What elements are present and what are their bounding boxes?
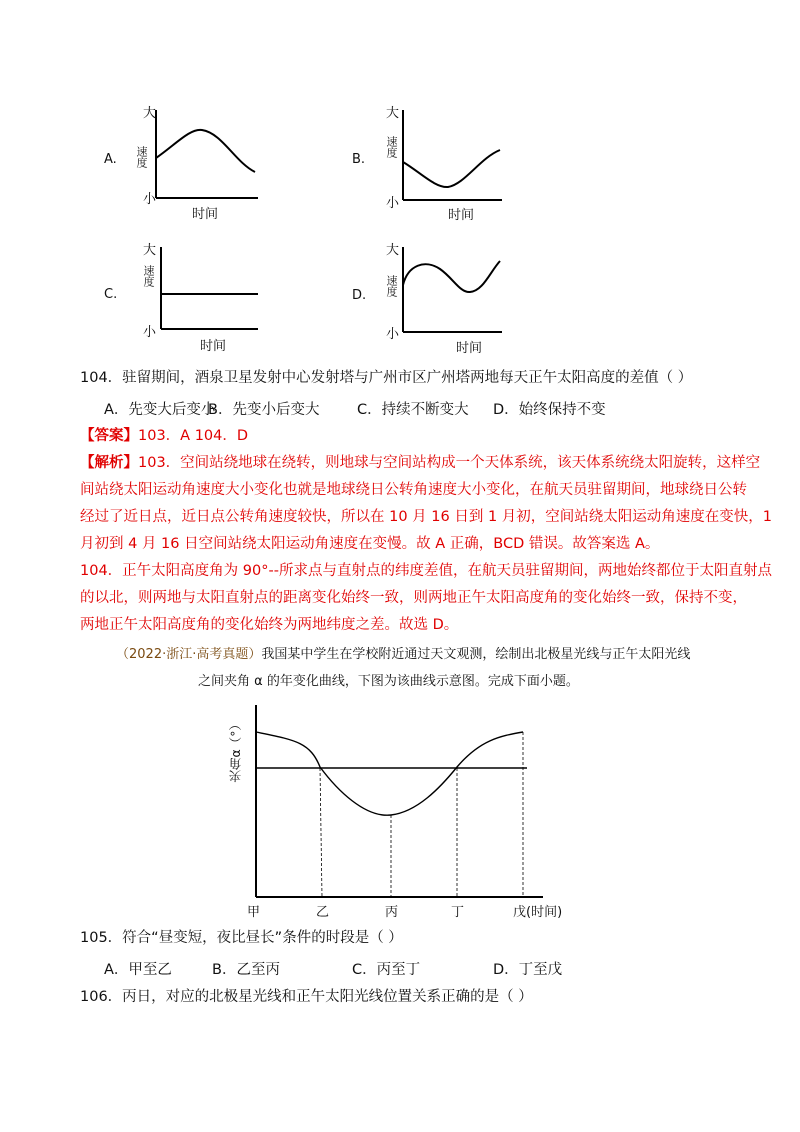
drop-line-yi — [320, 768, 322, 897]
q105-option-b: B．乙至丙 — [212, 962, 280, 978]
chart-x-label-yi: 乙 — [316, 905, 330, 920]
q104-option-c: C．持续不断变大 — [357, 402, 469, 418]
graph-label: D. — [352, 288, 367, 303]
graph-b-curve — [403, 150, 500, 187]
y-axis-label: 速度 — [135, 146, 148, 168]
y-top-label: 大 — [386, 243, 400, 258]
angle-curve — [256, 732, 523, 815]
analysis-line-2: 间站绕太阳运动角速度大小变化也就是地球绕日公转角速度大小变化，在航天员驻留期间，地球绕日公转 — [80, 482, 747, 498]
chart-x-label-jia: 甲 — [247, 905, 261, 920]
analysis-line-1 — [80, 453, 760, 473]
analysis-line-7: 两地正午太阳高度角的变化始终为两地纬度之差。故选 D。 — [80, 617, 459, 633]
chart-x-label-wu: 戊(时间) — [513, 905, 563, 920]
graph-d-curve — [403, 261, 500, 292]
question-106-stem: 106．丙日，对应的北极星光线和正午太阳光线位置关系正确的是（ ） — [80, 989, 533, 1005]
q105-option-c: C．丙至丁 — [352, 962, 421, 978]
question-105-stem: 105．符合“昼变短，夜比昼长”条件的时段是（ ） — [80, 930, 403, 946]
y-bottom-label: 小 — [143, 325, 157, 340]
y-bottom-label: 小 — [143, 192, 157, 207]
q105-option-d: D．丁至戊 — [493, 962, 563, 978]
q104-option-a: A．先变大后变小 — [104, 402, 216, 418]
answer-bracket: 【答案】 — [80, 428, 138, 444]
angle-chart — [225, 700, 585, 930]
analysis-line-3: 经过了近日点，近日点公转角速度较快，所以在 10 月 16 日到 1 月初，空间站绕太阳运动角速度在变快，1 — [80, 509, 773, 525]
y-top-label: 大 — [386, 106, 400, 121]
y-bottom-label: 小 — [386, 327, 400, 342]
x-axis-label: 时间 — [192, 207, 219, 222]
chart-y-axis-label: 夹角α（°） — [228, 718, 243, 783]
y-axis-label: 速度 — [142, 265, 155, 287]
graph-d-plot — [350, 237, 530, 362]
graph-a-curve — [156, 130, 255, 172]
graph-label: B. — [352, 152, 366, 167]
question-104-stem: 104．驻留期间，酒泉卫星发射中心发射塔与广州市区广州塔两地每天正午太阳高度的差值（ ） — [80, 370, 693, 386]
chart-x-label-ding: 丁 — [451, 905, 465, 920]
intro-line-2: 之间夹角 α 的年变化曲线，下图为该曲线示意图。完成下面小题。 — [198, 674, 579, 689]
analysis-line-4: 月初到 4 月 16 日空间站绕太阳运动角速度在变慢。故 A 正确，BCD 错误。故答案选 A。 — [80, 536, 660, 552]
graph-d — [350, 237, 530, 362]
y-bottom-label: 小 — [386, 196, 400, 211]
graph-a-plot — [100, 100, 280, 225]
analysis-line-5: 104．正午太阳高度角为 90°--所求点与直射点的纬度差值，在航天员驻留期间，两地始终都位于太阳直射点 — [80, 563, 772, 579]
graph-label: A. — [104, 152, 117, 167]
x-axis-label: 时间 — [448, 208, 475, 223]
y-top-label: 大 — [143, 243, 157, 258]
x-axis-label: 时间 — [456, 341, 483, 356]
answer-text: 103．A 104．D — [138, 428, 249, 444]
graph-b — [350, 100, 530, 225]
q105-option-a: A．甲至乙 — [104, 962, 172, 978]
angle-chart-svg — [225, 700, 585, 930]
graph-c-plot — [100, 237, 280, 362]
graph-c — [100, 237, 280, 362]
graph-b-plot — [350, 100, 530, 225]
graph-a — [100, 100, 280, 225]
analysis-line-6: 的以北，则两地与太阳直射点的距离变化始终一致，则两地正午太阳高度角的变化始终一致，保持不变， — [80, 590, 747, 606]
graph-label: C. — [104, 287, 118, 302]
chart-x-label-bing: 丙 — [385, 905, 399, 920]
y-axis-label: 速度 — [385, 136, 398, 158]
analysis-text: 103．空间站绕地球在绕转，则地球与空间站构成一个天体系统，该天体系统绕太阳旋转，这样空 — [138, 455, 761, 471]
answer-line — [80, 426, 248, 446]
q104-option-d: D．始终保持不变 — [493, 402, 606, 418]
q104-option-b: B．先变小后变大 — [208, 402, 320, 418]
y-axis-label: 速度 — [385, 275, 398, 297]
intro-line-1 — [116, 645, 690, 665]
intro-text: 我国某中学生在学校附近通过天文观测，绘制出北极星光线与正午太阳光线 — [261, 647, 691, 662]
y-top-label: 大 — [143, 106, 157, 121]
intro-source: （2022·浙江·高考真题） — [116, 647, 262, 662]
analysis-bracket: 【解析】 — [80, 455, 138, 471]
x-axis-label: 时间 — [200, 339, 227, 354]
